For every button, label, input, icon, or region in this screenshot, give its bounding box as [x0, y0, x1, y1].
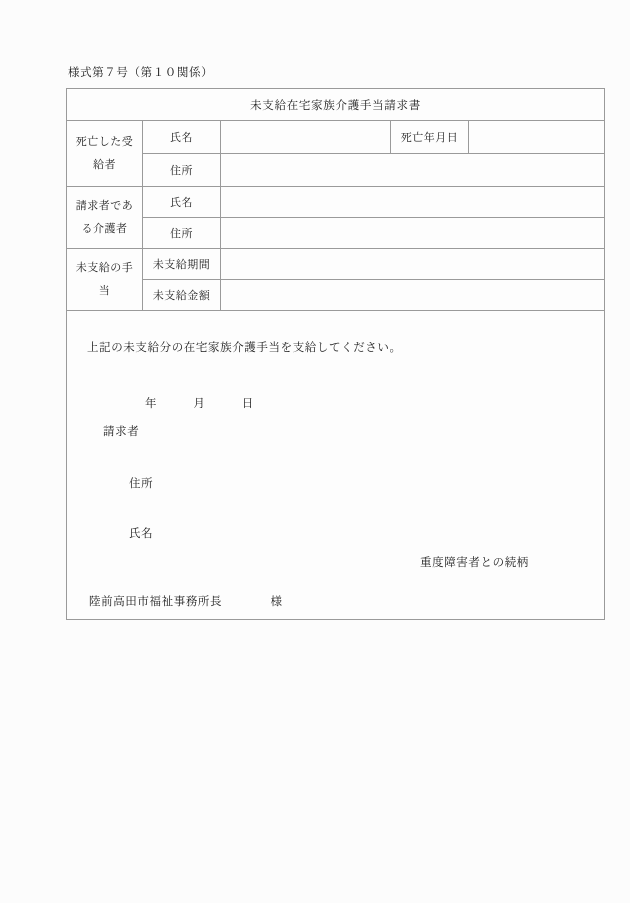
group-heading-unpaid-allowance	[67, 249, 143, 310]
form-title-row	[67, 89, 604, 121]
group-heading-line-1: 請求者であ	[75, 198, 134, 212]
field-label-deceased-name: 氏名	[143, 121, 221, 153]
table-row	[143, 121, 604, 154]
form-body-area	[67, 311, 604, 619]
form-table	[67, 121, 604, 311]
relation-to-disabled-person-label: 重度障害者との続柄	[420, 555, 529, 569]
field-label-date-of-death: 死亡年月日	[391, 121, 469, 153]
field-value-date-of-death[interactable]	[469, 121, 604, 153]
group-heading-claimant-caregiver	[67, 187, 143, 248]
table-row	[143, 218, 604, 249]
addressee-line: 陸前高田市福祉事務所長 様	[89, 594, 283, 608]
table-group-unpaid-allowance	[67, 249, 604, 311]
form-number-label: 様式第７号（第１０関係）	[68, 65, 214, 79]
field-value-deceased-address[interactable]	[221, 154, 604, 187]
field-label-unpaid-amount: 未支給金額	[143, 280, 221, 311]
group-heading-line-1: 死亡した受	[75, 134, 134, 148]
group-heading-line-2: 当	[98, 283, 111, 297]
field-value-unpaid-period[interactable]	[221, 249, 604, 279]
form-title: 未支給在宅家族介護手当請求書	[250, 97, 421, 112]
table-row	[143, 154, 604, 187]
form-frame	[66, 88, 605, 620]
field-value-unpaid-amount[interactable]	[221, 280, 604, 311]
table-group-deceased-recipient	[67, 121, 604, 187]
signature-address-label: 住所	[129, 476, 154, 490]
table-row	[143, 187, 604, 218]
field-value-caregiver-address[interactable]	[221, 218, 604, 249]
signature-name-label: 氏名	[129, 526, 154, 540]
group-heading-line-2: 給者	[93, 157, 116, 171]
date-entry-line[interactable]: 年 月 日	[145, 396, 254, 410]
field-label-unpaid-period: 未支給期間	[143, 249, 221, 279]
field-label-caregiver-address: 住所	[143, 218, 221, 249]
group-heading-deceased-recipient	[67, 121, 143, 186]
group-heading-line-2: る介護者	[81, 221, 128, 235]
table-group-claimant-caregiver	[67, 187, 604, 249]
request-statement: 上記の未支給分の在宅家族介護手当を支給してください。	[87, 340, 402, 354]
table-row	[143, 249, 604, 280]
field-label-deceased-address: 住所	[143, 154, 221, 187]
field-value-deceased-name[interactable]	[221, 121, 391, 153]
field-label-caregiver-name: 氏名	[143, 187, 221, 217]
group-heading-line-1: 未支給の手	[75, 260, 134, 274]
field-value-caregiver-name[interactable]	[221, 187, 604, 217]
table-row	[143, 280, 604, 311]
claimant-section-label: 請求者	[103, 424, 140, 438]
